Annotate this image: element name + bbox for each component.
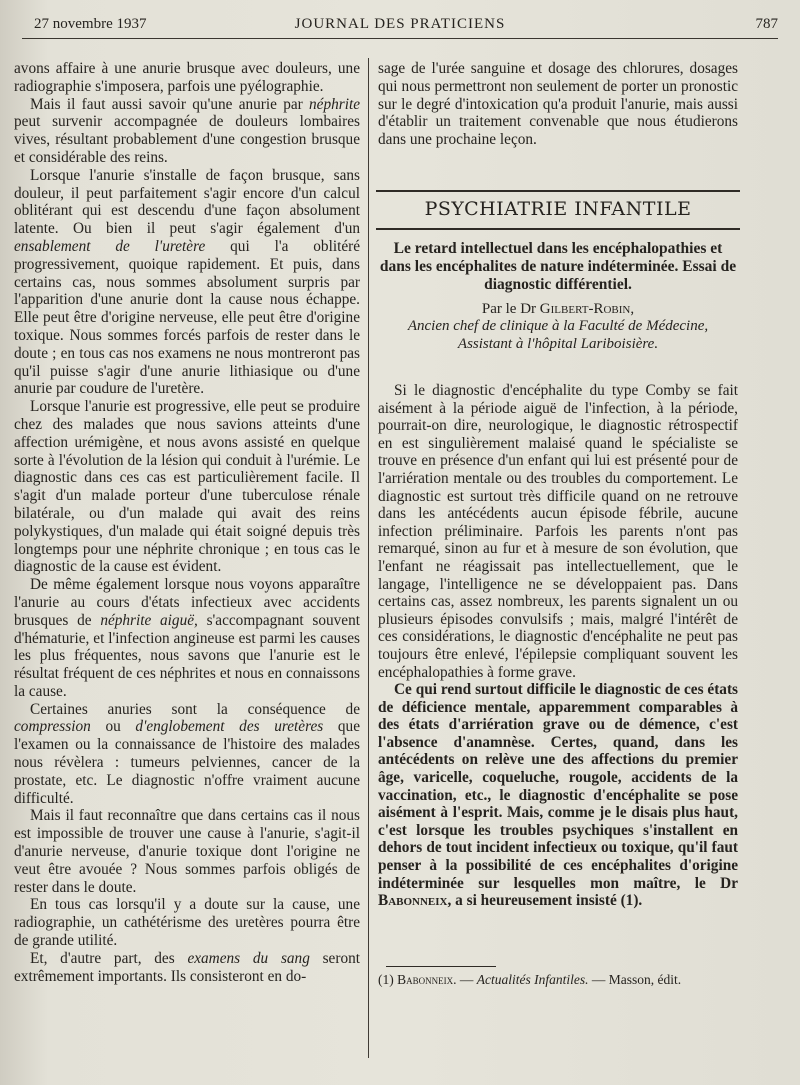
section-rule-top: [376, 190, 740, 192]
author-name: Gilbert-Robin,: [539, 301, 635, 317]
paragraph: Certaines anuries sont la conséquence de compression ou d'englobement des uretères que l'examen ou la connaissance de l'histoire des malades nous révèlera : tumeurs pelviennes, cancer de la prostate, etc. Le diagnostic n'offre vraiment aucune difficulté.: [14, 700, 360, 807]
running-head: [22, 16, 778, 38]
paragraph: En tous cas lorsqu'il y a doute sur la cause, une radiographie, un cathétérisme des uretères pourra être de grande utilité.: [14, 896, 360, 950]
author-affiliation-1: Ancien chef de clinique à la Faculté de Médecine,: [407, 318, 709, 334]
page-number: 787: [755, 16, 778, 32]
section-title: PSYCHIATRIE INFANTILE: [424, 198, 692, 220]
issue-date: 27 novembre 1937: [34, 16, 147, 32]
left-column: [14, 60, 360, 985]
footnote-rule: [386, 966, 496, 967]
journal-title: JOURNAL DES PRATICIENS: [294, 16, 506, 32]
paragraph: Lorsque l'anurie s'installe de façon brusque, sans douleur, il peut parfaitement s'agir encore d'un calcul oblitérant qui est descendu d'une façon absolument latente. Ou bien il peut s'agir également d'un ensablement de l'uretère qui l'a oblitéré progressivement, quoique rapidement. Et puis, dans certains cas, nous sommes absolument surpris par l'apparition d'une anurie dont la cause nous échappe. Elle peut être d'origine nerveuse, elle peut être d'origine toxique. Nous sommes forcés parfois de rester dans le doute ; en tous cas nos examens ne nous montreront pas qu'il puisse s'agir d'une anurie lithiasique ou d'une anurie par coudure de l'uretère.: [14, 166, 360, 398]
article-header: [378, 240, 738, 353]
paragraph: sage de l'urée sanguine et dosage des chlorures, dosages qui nous permettront non seulement de porter un pronostic sur le degré d'intoxication qu'a produit l'anurie, mais aussi d'établir un traitement convenable que nous étudierons dans une prochaine leçon.: [378, 60, 738, 149]
paragraph: Lorsque l'anurie est progressive, elle peut se produire chez des malades que nous savions atteints d'une affection urémigène, et nous avons assisté en quelque sorte à l'évolution de la lésion qui conduit à l'urémie. Le diagnostic dans ces cas est particulièrement facile. Il s'agit d'un malade porteur d'une tuberculose rénale bilatérale, ou d'un malade qui avait des reins polykystiques, d'un malade qui était soigné depuis très longtemps pour une néphrite chronique ; en tous cas le diagnostic de la cause est évident.: [14, 398, 360, 576]
right-column-continuation: [378, 60, 738, 149]
paragraph: Mais il faut aussi savoir qu'une anurie par néphrite peut survenir accompagnée de douleurs lombaires vives, résultant probablement d'une congestion brusque et considérable des reins.: [14, 95, 360, 166]
header-rule: [22, 38, 778, 39]
paragraph: Si le diagnostic d'encéphalite du type Comby se fait aisément à la période aiguë de l'infection, à la période, pourrait-on dire, neurologique, le diagnostic rétrospectif en est singulièrement malaisé quand le spécialiste se trouve en présence d'un enfant qui lui est présenté pour de l'arriération mentale ou des troubles du comportement. Le diagnostic est surtout très difficile quand on ne retrouve dans les antécédents aucun épisode fébrile, aucune infection préliminaire. Parfois les parents n'ont pas remarqué, sinon au fur et à mesure de son évolution, que l'enfant ne réagissait pas intellectuellement, que le langage, l'intelligence ne se développaient pas. Dans certains cas, assez nombreux, les parents signalent un ou plusieurs épisodes convulsifs ; mais, malgré l'intérêt de ces considérations, le diagnostic d'encéphalite ne peut pas toujours être enlevé, l'épilepsie compliquant souvent les encéphalopathies à forme grave.: [378, 382, 738, 681]
paragraph: avons affaire à une anurie brusque avec douleurs, une radiographie s'imposera, parfois une pyélographie.: [14, 60, 360, 95]
author-affiliation-2: Assistant à l'hôpital Lariboisière.: [457, 335, 659, 352]
section-heading-box: [376, 190, 740, 230]
article-body: [378, 382, 738, 910]
byline: Par le Dr Gilbert-Robin,: [481, 301, 635, 317]
paragraph: Mais il faut reconnaître que dans certains cas il nous est impossible de trouver une cause à l'anurie, s'agit-il d'anurie nerveuse, d'anurie toxique dont l'origine ne veut être avouée ? Nous sommes parfois obligés de rester dans le doute.: [14, 807, 360, 896]
article-title: Le retard intellectuel dans les encéphalopathies et dans les encéphalites de nature indéterminée. Essai de diagnostic différentiel.: [379, 240, 737, 293]
paragraph: De même également lorsque nous voyons apparaître l'anurie au cours d'états infectieux avec accidents brusques de néphrite aiguë, s'accompagnant souvent d'hématurie, et l'infection angineuse est parmi les causes les plus fréquentes, nous savons que l'anurie est le résultat fréquent de ces néphrites et nous en connaissons la cause.: [14, 576, 360, 700]
footnote: (1) Babonneix. — Actualités Infantiles. — Masson, édit.: [378, 972, 682, 987]
paragraph: Et, d'autre part, des examens du sang seront extrêmement importants. Ils consisteront en do-: [14, 949, 360, 985]
paragraph: Ce qui rend surtout difficile le diagnostic de ces états de déficience mentale, apparemment comparables à des états d'arriération grave ou de démence, c'est l'absence d'anamnèse. Certes, quand, dans les antécédents on relève une des affections du premier âge, varicelle, coqueluche, rougole, accidents de la vaccination, etc., le diagnostic d'encéphalite se pose aisément à l'esprit. Mais, comme je le disais plus haut, c'est lorsque les troubles psychiques s'installent en dehors de tout incident infectieux ou toxique, qu'il faut penser à la possibilité de ces encéphalites d'origine indéterminée sur lesquelles mon maître, le Dr Babonneix, a si heureusement insisté (1).: [378, 681, 738, 910]
section-rule-bottom: [376, 228, 740, 230]
column-divider: [368, 58, 369, 1058]
